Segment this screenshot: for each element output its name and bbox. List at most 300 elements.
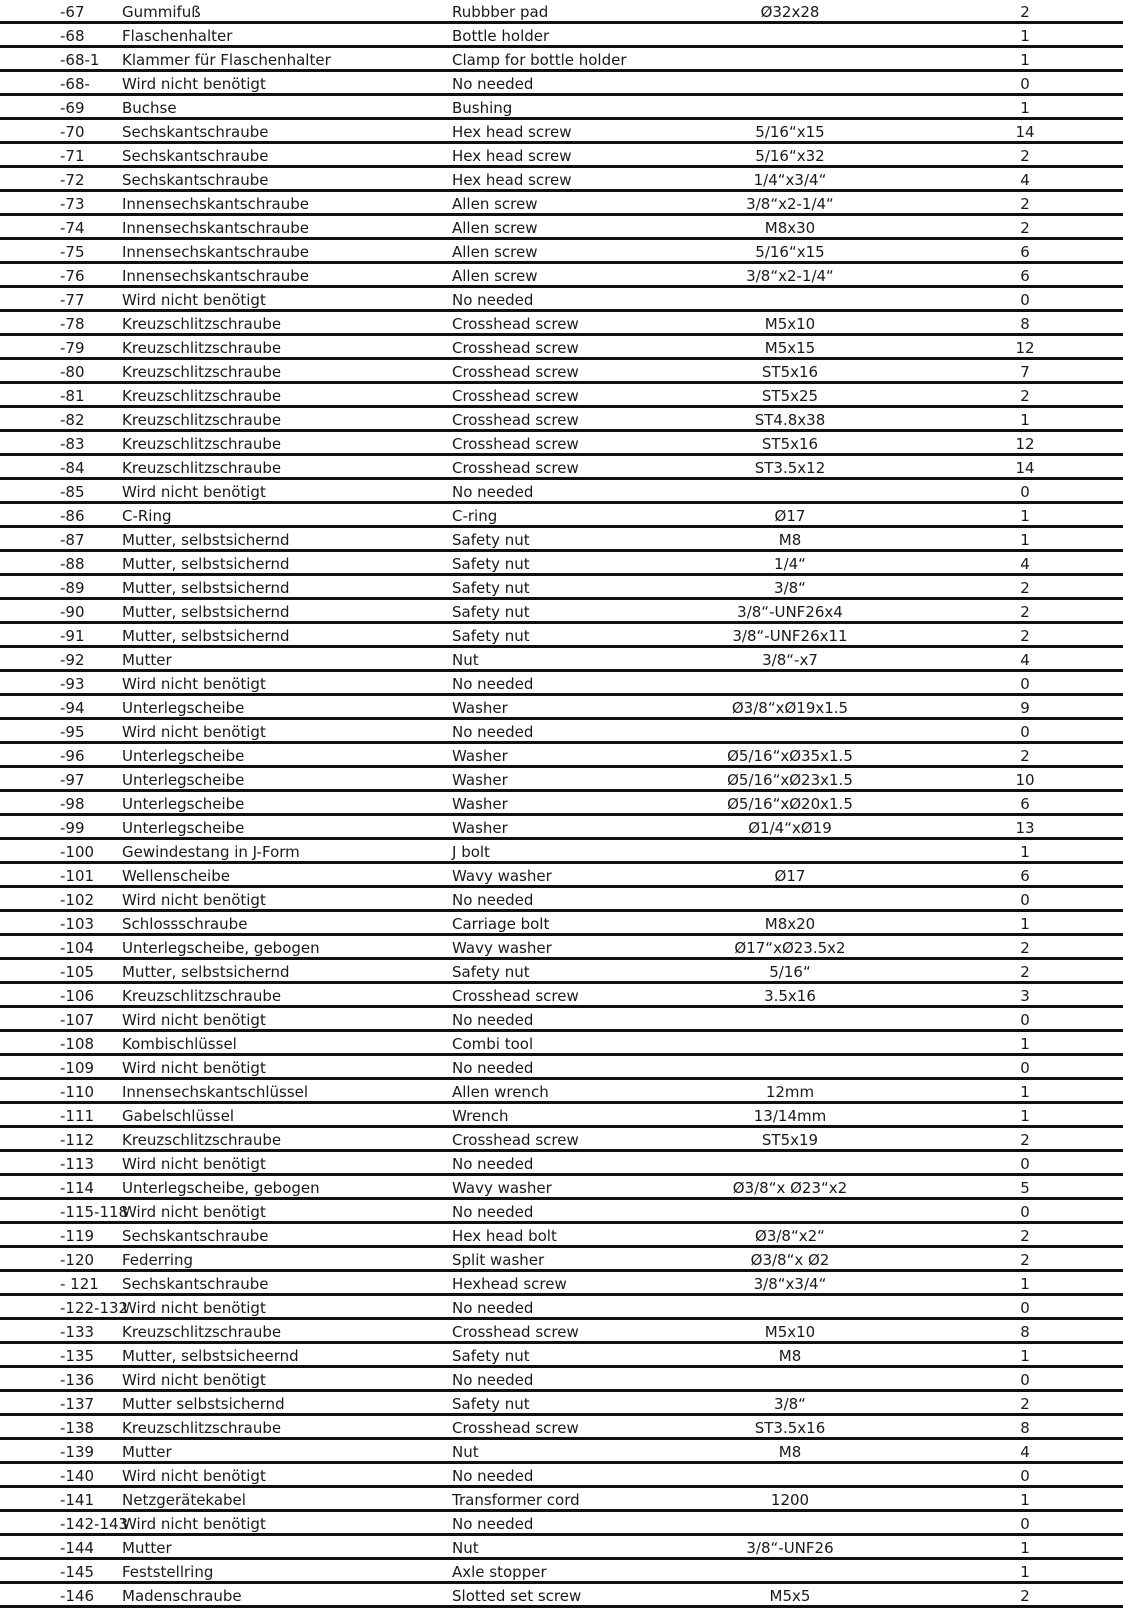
part-name-german: C-Ring: [122, 507, 172, 525]
part-name-german: Mutter, selbstsichernd: [122, 579, 290, 597]
part-number: -146: [60, 1587, 95, 1605]
table-row: [0, 336, 1123, 360]
part-specification: 3/8“-UNF26x11: [732, 627, 848, 645]
part-quantity: 0: [1020, 1059, 1030, 1077]
part-quantity: 6: [1020, 795, 1030, 813]
part-quantity: 2: [1020, 1251, 1030, 1269]
table-row: [0, 120, 1123, 144]
part-number: -108: [60, 1035, 95, 1053]
part-specification: M8: [778, 1347, 802, 1365]
part-specification: Ø5/16“xØ23x1.5: [727, 771, 853, 789]
part-number: -88: [60, 555, 85, 573]
table-row: [0, 768, 1123, 792]
part-name-english: Hex head screw: [452, 171, 572, 189]
part-specification: 13/14mm: [753, 1107, 827, 1125]
part-name-english: Split washer: [452, 1251, 545, 1269]
part-specification: Ø17“xØ23.5x2: [734, 939, 846, 957]
part-quantity: 6: [1020, 243, 1030, 261]
table-row: [0, 864, 1123, 888]
table-row: [0, 792, 1123, 816]
part-quantity: 0: [1020, 1299, 1030, 1317]
part-quantity: 10: [1015, 771, 1035, 789]
part-number: -73: [60, 195, 85, 213]
part-name-english: Crosshead screw: [452, 363, 579, 381]
part-number: -139: [60, 1443, 95, 1461]
table-row: [0, 936, 1123, 960]
part-number: -78: [60, 315, 85, 333]
part-number: -86: [60, 507, 85, 525]
part-quantity: 6: [1020, 867, 1030, 885]
part-name-english: C-ring: [452, 507, 498, 525]
part-name-german: Wird nicht benötigt: [122, 1515, 266, 1533]
table-row: [0, 816, 1123, 840]
table-row: [0, 1440, 1123, 1464]
part-number: -120: [60, 1251, 95, 1269]
table-row: [0, 312, 1123, 336]
table-row: [0, 168, 1123, 192]
part-number: -84: [60, 459, 85, 477]
part-name-german: Mutter selbstsichernd: [122, 1395, 285, 1413]
part-name-english: Bottle holder: [452, 27, 550, 45]
part-specification: ST5x19: [761, 1131, 819, 1149]
part-quantity: 4: [1020, 171, 1030, 189]
part-quantity: 0: [1020, 1371, 1030, 1389]
part-name-german: Kreuzschlitzschraube: [122, 987, 282, 1005]
part-name-english: Crosshead screw: [452, 1323, 579, 1341]
part-quantity: 14: [1015, 459, 1035, 477]
part-quantity: 0: [1020, 1515, 1030, 1533]
part-name-german: Kreuzschlitzschraube: [122, 339, 282, 357]
part-quantity: 2: [1020, 219, 1030, 237]
part-name-german: Mutter: [122, 1443, 172, 1461]
part-name-german: Kreuzschlitzschraube: [122, 459, 282, 477]
table-row: [0, 552, 1123, 576]
part-number: -104: [60, 939, 95, 957]
part-number: -135: [60, 1347, 95, 1365]
part-name-english: Washer: [452, 819, 508, 837]
part-specification: ST5x25: [761, 387, 819, 405]
table-row: [0, 1128, 1123, 1152]
part-specification: Ø1/4“xØ19: [748, 819, 832, 837]
part-name-german: Unterlegscheibe: [122, 795, 245, 813]
part-quantity: 4: [1020, 651, 1030, 669]
table-row: [0, 624, 1123, 648]
table-row: [0, 48, 1123, 72]
part-name-english: Carriage bolt: [452, 915, 550, 933]
part-name-german: Schlossschraube: [122, 915, 248, 933]
table-row: [0, 1464, 1123, 1488]
part-number: -83: [60, 435, 85, 453]
part-name-german: Kombischlüssel: [122, 1035, 237, 1053]
part-name-german: Innensechskantschraube: [122, 219, 309, 237]
table-row: [0, 840, 1123, 864]
table-row: [0, 216, 1123, 240]
part-name-german: Innensechskantschraube: [122, 195, 309, 213]
part-name-english: Bushing: [452, 99, 513, 117]
part-number: -96: [60, 747, 85, 765]
part-quantity: 1: [1020, 99, 1030, 117]
table-row: [0, 1104, 1123, 1128]
part-specification: 1/4“x3/4“: [753, 171, 827, 189]
part-name-german: Sechskantschraube: [122, 1275, 269, 1293]
part-name-english: No needed: [452, 291, 534, 309]
part-name-german: Sechskantschraube: [122, 171, 269, 189]
table-row: [0, 696, 1123, 720]
part-specification: M5x5: [769, 1587, 811, 1605]
part-name-german: Unterlegscheibe, gebogen: [122, 1179, 320, 1197]
part-name-german: Feststellring: [122, 1563, 214, 1581]
part-name-german: Wird nicht benötigt: [122, 723, 266, 741]
part-number: -98: [60, 795, 85, 813]
part-quantity: 2: [1020, 579, 1030, 597]
part-name-english: Safety nut: [452, 531, 530, 549]
table-row: [0, 1032, 1123, 1056]
part-number: -68-1: [60, 51, 100, 69]
part-number: -74: [60, 219, 85, 237]
part-number: -115-118: [60, 1203, 129, 1221]
part-quantity: 2: [1020, 747, 1030, 765]
part-name-english: Allen screw: [452, 219, 538, 237]
part-name-english: Hex head screw: [452, 123, 572, 141]
part-name-german: Wird nicht benötigt: [122, 891, 266, 909]
part-quantity: 8: [1020, 315, 1030, 333]
table-row: [0, 1512, 1123, 1536]
part-name-german: Unterlegscheibe: [122, 747, 245, 765]
part-specification: 3/8“x2-1/4“: [746, 195, 834, 213]
part-number: -72: [60, 171, 85, 189]
part-number: -100: [60, 843, 95, 861]
part-quantity: 1: [1020, 1491, 1030, 1509]
part-quantity: 2: [1020, 603, 1030, 621]
part-name-english: Crosshead screw: [452, 435, 579, 453]
table-row: [0, 672, 1123, 696]
part-name-german: Wird nicht benötigt: [122, 1059, 266, 1077]
part-name-english: Safety nut: [452, 627, 530, 645]
part-name-german: Kreuzschlitzschraube: [122, 435, 282, 453]
part-number: -142-143: [60, 1515, 129, 1533]
part-specification: 3/8“x3/4“: [753, 1275, 827, 1293]
part-specification: Ø3/8“x Ø23“x2: [732, 1179, 848, 1197]
part-name-english: Wavy washer: [452, 867, 552, 885]
part-specification: Ø17: [774, 867, 806, 885]
part-number: -137: [60, 1395, 95, 1413]
part-number: -93: [60, 675, 85, 693]
part-name-german: Unterlegscheibe: [122, 699, 245, 717]
part-quantity: 1: [1020, 843, 1030, 861]
part-name-english: Allen wrench: [452, 1083, 549, 1101]
part-name-english: Crosshead screw: [452, 987, 579, 1005]
part-name-english: Crosshead screw: [452, 315, 579, 333]
part-name-english: Nut: [452, 1443, 479, 1461]
part-specification: 5/16“x15: [755, 123, 825, 141]
part-quantity: 0: [1020, 1467, 1030, 1485]
part-specification: Ø17: [774, 507, 806, 525]
part-number: -140: [60, 1467, 95, 1485]
part-name-english: Wavy washer: [452, 939, 552, 957]
part-name-english: Allen screw: [452, 267, 538, 285]
part-number: -99: [60, 819, 85, 837]
part-quantity: 3: [1020, 987, 1030, 1005]
part-name-english: No needed: [452, 1059, 534, 1077]
part-quantity: 2: [1020, 627, 1030, 645]
part-quantity: 1: [1020, 51, 1030, 69]
part-quantity: 0: [1020, 483, 1030, 501]
part-specification: 3.5x16: [764, 987, 816, 1005]
part-name-german: Netzgerätekabel: [122, 1491, 246, 1509]
table-row: [0, 1392, 1123, 1416]
part-specification: Ø3/8“xØ19x1.5: [731, 699, 849, 717]
part-name-english: Nut: [452, 651, 479, 669]
part-name-english: Axle stopper: [452, 1563, 547, 1581]
part-number: -97: [60, 771, 85, 789]
part-name-german: Sechskantschraube: [122, 1227, 269, 1245]
table-row: [0, 1080, 1123, 1104]
table-row: [0, 720, 1123, 744]
part-name-english: No needed: [452, 75, 534, 93]
part-name-english: No needed: [452, 1155, 534, 1173]
part-quantity: 12: [1015, 435, 1035, 453]
table-row: [0, 504, 1123, 528]
part-name-german: Gummifuß: [122, 3, 201, 21]
table-row: [0, 384, 1123, 408]
part-specification: ST3.5x16: [754, 1419, 826, 1437]
part-name-english: Safety nut: [452, 555, 530, 573]
part-quantity: 1: [1020, 531, 1030, 549]
part-quantity: 1: [1020, 411, 1030, 429]
table-row: [0, 1416, 1123, 1440]
part-name-german: Wird nicht benötigt: [122, 1155, 266, 1173]
part-number: -119: [60, 1227, 95, 1245]
part-quantity: 2: [1020, 1227, 1030, 1245]
table-row: [0, 1224, 1123, 1248]
part-name-english: No needed: [452, 1011, 534, 1029]
part-name-german: Mutter, selbstsichernd: [122, 963, 290, 981]
part-name-german: Flaschenhalter: [122, 27, 233, 45]
table-row: [0, 96, 1123, 120]
part-number: -82: [60, 411, 85, 429]
part-name-english: Allen screw: [452, 243, 538, 261]
part-quantity: 0: [1020, 291, 1030, 309]
part-quantity: 12: [1015, 339, 1035, 357]
part-name-german: Unterlegscheibe: [122, 819, 245, 837]
part-number: -114: [60, 1179, 95, 1197]
part-number: -91: [60, 627, 85, 645]
part-number: -103: [60, 915, 95, 933]
part-name-english: Crosshead screw: [452, 1419, 579, 1437]
part-name-english: Hex head bolt: [452, 1227, 557, 1245]
part-number: -89: [60, 579, 85, 597]
table-row: [0, 1560, 1123, 1584]
part-specification: M8x30: [764, 219, 816, 237]
part-name-english: Crosshead screw: [452, 387, 579, 405]
part-quantity: 1: [1020, 1035, 1030, 1053]
part-name-english: Combi tool: [452, 1035, 534, 1053]
part-specification: 1200: [770, 1491, 810, 1509]
part-number: -79: [60, 339, 85, 357]
part-name-english: No needed: [452, 483, 534, 501]
part-name-english: Crosshead screw: [452, 339, 579, 357]
part-name-german: Buchse: [122, 99, 177, 117]
part-quantity: 1: [1020, 1539, 1030, 1557]
part-number: -110: [60, 1083, 95, 1101]
part-name-german: Mutter, selbstsichernd: [122, 627, 290, 645]
part-name-english: Washer: [452, 699, 508, 717]
part-number: -76: [60, 267, 85, 285]
part-name-german: Mutter, selbstsichernd: [122, 603, 290, 621]
part-name-english: Allen screw: [452, 195, 538, 213]
part-quantity: 0: [1020, 891, 1030, 909]
part-quantity: 8: [1020, 1323, 1030, 1341]
part-quantity: 1: [1020, 507, 1030, 525]
part-name-english: No needed: [452, 1203, 534, 1221]
part-quantity: 8: [1020, 1419, 1030, 1437]
part-name-german: Kreuzschlitzschraube: [122, 1419, 282, 1437]
part-number: -144: [60, 1539, 95, 1557]
part-quantity: 2: [1020, 147, 1030, 165]
table-row: [0, 1320, 1123, 1344]
part-name-german: Mutter, selbstsicheernd: [122, 1347, 299, 1365]
part-number: -80: [60, 363, 85, 381]
part-specification: Ø3/8“x Ø2: [750, 1251, 830, 1269]
part-number: -90: [60, 603, 85, 621]
table-row: [0, 24, 1123, 48]
table-row: [0, 192, 1123, 216]
table-row: [0, 1152, 1123, 1176]
part-number: -101: [60, 867, 95, 885]
part-name-english: Safety nut: [452, 603, 530, 621]
part-name-german: Wird nicht benötigt: [122, 483, 266, 501]
part-name-german: Wird nicht benötigt: [122, 1203, 266, 1221]
part-specification: M5x15: [764, 339, 816, 357]
part-quantity: 1: [1020, 1107, 1030, 1125]
table-row: [0, 456, 1123, 480]
part-quantity: 2: [1020, 195, 1030, 213]
part-number: -68: [60, 27, 85, 45]
part-number: -94: [60, 699, 85, 717]
part-number: - 121: [60, 1275, 99, 1293]
part-quantity: 0: [1020, 1203, 1030, 1221]
part-name-english: No needed: [452, 723, 534, 741]
part-name-german: Sechskantschraube: [122, 147, 269, 165]
part-name-german: Madenschraube: [122, 1587, 242, 1605]
part-quantity: 2: [1020, 3, 1030, 21]
table-row: [0, 72, 1123, 96]
part-name-german: Wird nicht benötigt: [122, 1011, 266, 1029]
table-row: [0, 1584, 1123, 1608]
table-row: [0, 1344, 1123, 1368]
part-number: -87: [60, 531, 85, 549]
table-row: [0, 576, 1123, 600]
part-name-german: Innensechskantschraube: [122, 243, 309, 261]
part-name-english: Clamp for bottle holder: [452, 51, 627, 69]
part-name-german: Kreuzschlitzschraube: [122, 1131, 282, 1149]
part-name-german: Wird nicht benötigt: [122, 1467, 266, 1485]
part-number: -69: [60, 99, 85, 117]
part-name-english: Crosshead screw: [452, 459, 579, 477]
part-name-german: Mutter: [122, 651, 172, 669]
part-name-german: Mutter: [122, 1539, 172, 1557]
table-row: [0, 744, 1123, 768]
part-quantity: 2: [1020, 387, 1030, 405]
part-name-english: Washer: [452, 795, 508, 813]
part-specification: 3/8“: [774, 579, 806, 597]
part-number: -75: [60, 243, 85, 261]
part-number: -81: [60, 387, 85, 405]
part-name-english: Crosshead screw: [452, 411, 579, 429]
part-name-english: Nut: [452, 1539, 479, 1557]
part-name-german: Mutter, selbstsichernd: [122, 531, 290, 549]
part-number: -109: [60, 1059, 95, 1077]
part-specification: Ø5/16“xØ20x1.5: [727, 795, 853, 813]
table-row: [0, 432, 1123, 456]
part-quantity: 0: [1020, 723, 1030, 741]
part-number: -113: [60, 1155, 95, 1173]
table-row: [0, 984, 1123, 1008]
part-name-english: No needed: [452, 1371, 534, 1389]
part-quantity: 2: [1020, 939, 1030, 957]
part-number: -111: [60, 1107, 95, 1125]
part-specification: 12mm: [765, 1083, 815, 1101]
part-specification: 3/8“-UNF26: [746, 1539, 834, 1557]
part-specification: Ø5/16“xØ35x1.5: [727, 747, 853, 765]
part-name-german: Kreuzschlitzschraube: [122, 387, 282, 405]
part-quantity: 2: [1020, 1587, 1030, 1605]
table-row: [0, 912, 1123, 936]
table-row: [0, 1248, 1123, 1272]
part-name-english: No needed: [452, 891, 534, 909]
part-quantity: 13: [1015, 819, 1035, 837]
part-quantity: 0: [1020, 1155, 1030, 1173]
part-name-german: Wird nicht benötigt: [122, 1299, 266, 1317]
table-row: [0, 1008, 1123, 1032]
part-name-english: Safety nut: [452, 1347, 530, 1365]
part-name-german: Wird nicht benötigt: [122, 75, 266, 93]
part-quantity: 2: [1020, 1395, 1030, 1413]
part-specification: ST3.5x12: [754, 459, 826, 477]
table-row: [0, 1368, 1123, 1392]
table-row: [0, 960, 1123, 984]
part-quantity: 0: [1020, 675, 1030, 693]
table-row: [0, 888, 1123, 912]
part-name-english: Wrench: [452, 1107, 509, 1125]
part-specification: M8: [778, 531, 802, 549]
part-name-english: Wavy washer: [452, 1179, 552, 1197]
part-number: -68-: [60, 75, 90, 93]
table-row: [0, 600, 1123, 624]
part-quantity: 1: [1020, 27, 1030, 45]
table-row: [0, 1176, 1123, 1200]
part-specification: 5/16“: [769, 963, 811, 981]
table-row: [0, 264, 1123, 288]
part-number: -138: [60, 1419, 95, 1437]
part-name-english: Hex head screw: [452, 147, 572, 165]
part-name-english: Safety nut: [452, 963, 530, 981]
part-name-english: Safety nut: [452, 1395, 530, 1413]
part-name-english: No needed: [452, 675, 534, 693]
part-specification: M8: [778, 1443, 802, 1461]
part-number: -145: [60, 1563, 95, 1581]
part-name-german: Innensechskantschlüssel: [122, 1083, 309, 1101]
part-specification: 5/16“x32: [755, 147, 825, 165]
part-name-german: Federring: [122, 1251, 194, 1269]
part-quantity: 5: [1020, 1179, 1030, 1197]
table-row: [0, 288, 1123, 312]
part-quantity: 4: [1020, 555, 1030, 573]
part-name-german: Unterlegscheibe: [122, 771, 245, 789]
table-row: [0, 408, 1123, 432]
part-quantity: 1: [1020, 1347, 1030, 1365]
part-number: -141: [60, 1491, 95, 1509]
